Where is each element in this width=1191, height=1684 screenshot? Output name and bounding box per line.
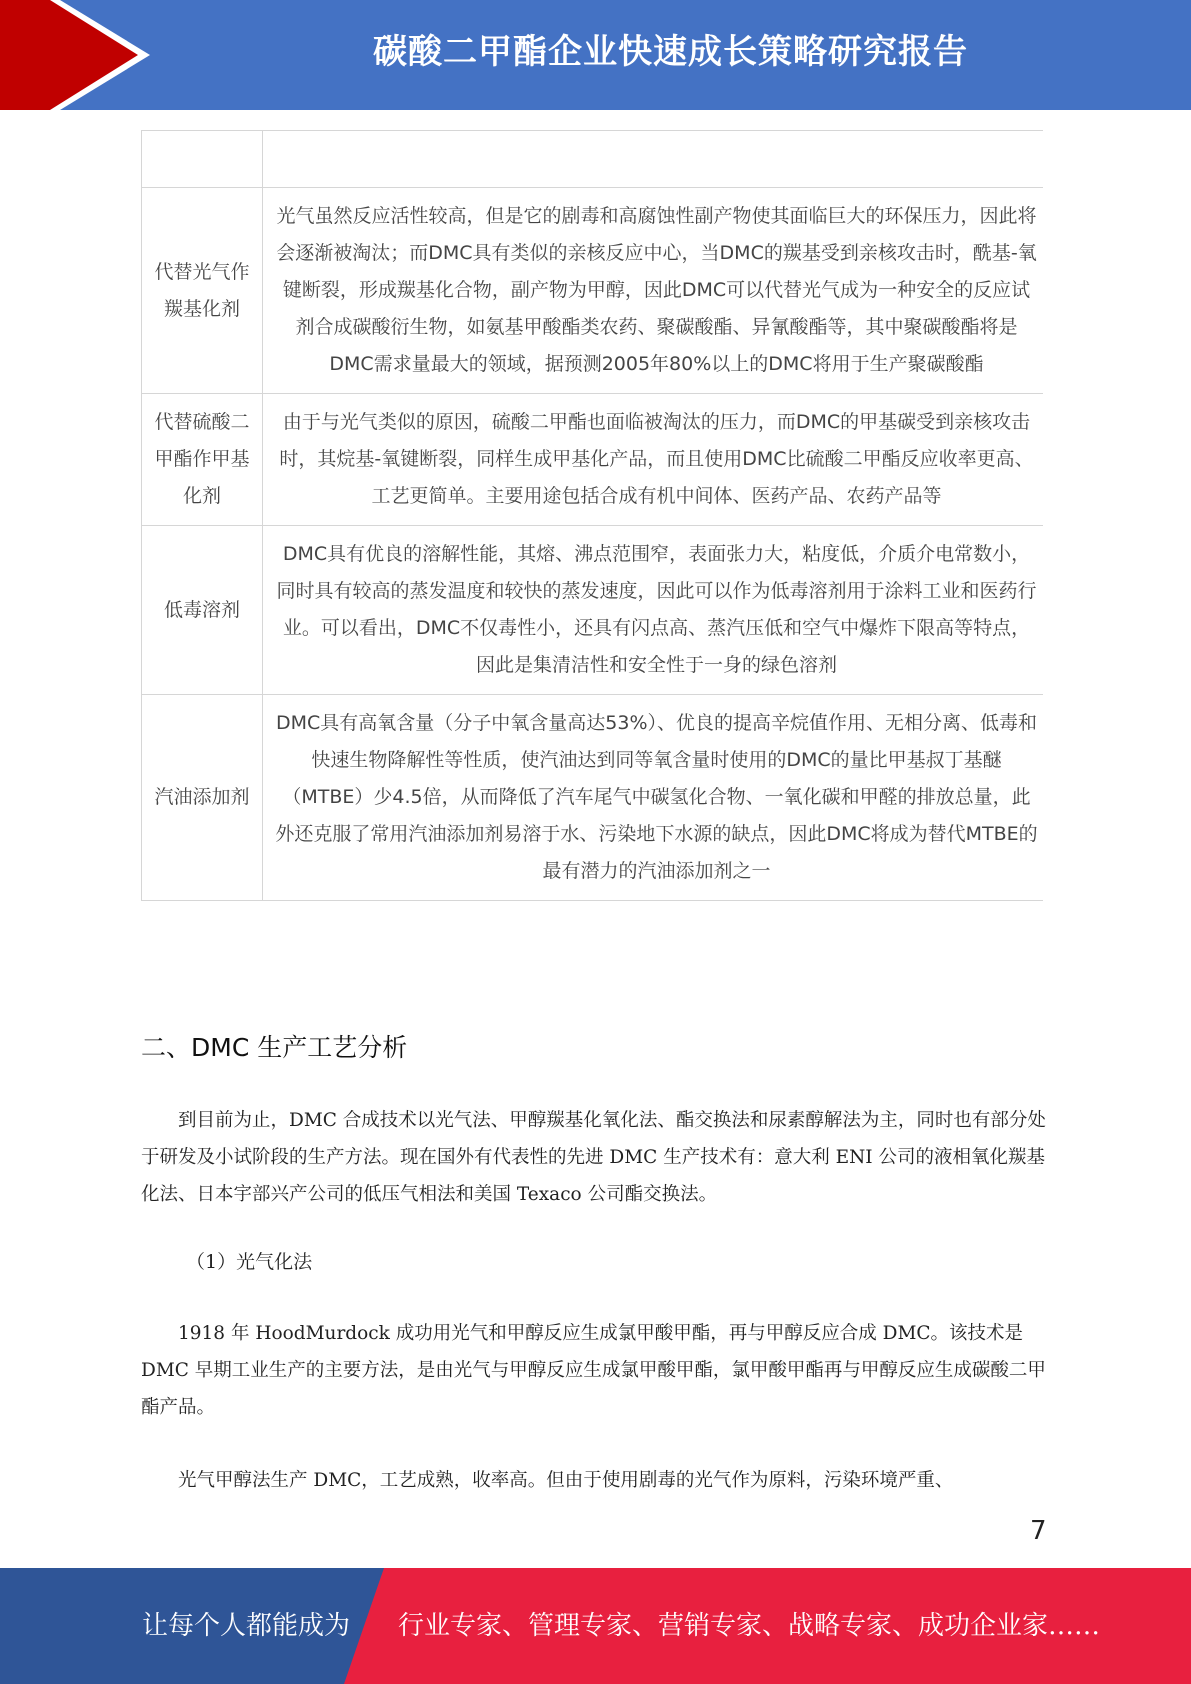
section-heading: 二、DMC 生产工艺分析 [141, 1033, 408, 1062]
sub-heading: （1）光气化法 [186, 1251, 313, 1273]
body-paragraph: 到目前为止，DMC 合成技术以光气法、甲醇羰基化氧化法、酯交换法和尿素醇解法为主，同时也有部分处于研发及小试阶段的生产方法。现在国外有代表性的先进 DMC 生产技术有：意大利 ENI 公司的液相氧化羰基化法、日本宇部兴产公司的低压气相法和美国 Texaco 公司酯交换法。 [141, 1110, 1046, 1205]
application-table-container [141, 130, 1043, 936]
table-cell-content: 由于与光气类似的原因，硫酸二甲酯也面临被淘汰的压力，而DMC的甲基碳受到亲核攻击时，其烷基-氧键断裂，同样生成甲基化产品，而且使用DMC比硫酸二甲酯反应收率更高、工艺更简单。主要用途包括合成有机中间体、医药产品、农药产品等 [263, 394, 1044, 526]
table-cell-label: 低毒溶剂 [142, 526, 263, 695]
body-paragraph: 光气甲醇法生产 DMC，工艺成熟，收率高。但由于使用剧毒的光气作为原料，污染环境严重、 [178, 1470, 954, 1491]
table-cell-content [263, 131, 1044, 188]
table-cell-content: DMC具有优良的溶解性能，其熔、沸点范围窄，表面张力大，粘度低，介质介电常数小，同时具有较高的蒸发温度和较快的蒸发速度，因此可以作为低毒溶剂用于涂料工业和医药行业。可以看出，DMC不仅毒性小，还具有闪点高、蒸汽压低和空气中爆炸下限高等特点，因此是集清洁性和安全性于一身的绿色溶剂 [263, 526, 1044, 695]
footer-slogan-right: 行业专家、管理专家、营销专家、战略专家、成功企业家…… [398, 1611, 1101, 1641]
table-row [142, 188, 1044, 394]
table-cell-content: 光气虽然反应活性较高，但是它的剧毒和高腐蚀性副产物使其面临巨大的环保压力，因此将会逐渐被淘汰；而DMC具有类似的亲核反应中心，当DMC的羰基受到亲核攻击时，酰基-氧键断裂，形成羰基化合物，副产物为甲醇，因此DMC可以代替光气成为一种安全的反应试剂合成碳酸衍生物，如氨基甲酸酯类农药、聚碳酸酯、异氰酸酯等，其中聚碳酸酯将是DMC需求量最大的领域，据预测2005年80%以上的DMC将用于生产聚碳酸酯 [263, 188, 1044, 394]
table-row [142, 131, 1044, 188]
page-number: 7 [1030, 1516, 1047, 1546]
page-header [0, 0, 1191, 110]
table-row [142, 695, 1044, 901]
report-title: 碳酸二甲酯企业快速成长策略研究报告 [373, 32, 968, 72]
page-footer [0, 1568, 1191, 1684]
table-row [142, 394, 1044, 526]
table-cell-label [142, 131, 263, 188]
table-cell-label: 汽油添加剂 [142, 695, 263, 901]
table-row [142, 526, 1044, 695]
footer-slogan-left: 让每个人都能成为 [142, 1611, 351, 1641]
table-cell-label: 代替光气作羰基化剂 [142, 188, 263, 394]
dmc-application-table [141, 130, 1043, 901]
table-cell-label: 代替硫酸二甲酯作甲基化剂 [142, 394, 263, 526]
table-cell-content: DMC具有高氧含量（分子中氧含量高达53%）、优良的提高辛烷值作用、无相分离、低毒和快速生物降解性等性质，使汽油达到同等氧含量时使用的DMC的量比甲基叔丁基醚（MTBE）少4.5倍，从而降低了汽车尾气中碳氢化合物、一氧化碳和甲醛的排放总量，此外还克服了常用汽油添加剂易溶于水、污染地下水源的缺点，因此DMC将成为替代MTBE的最有潜力的汽油添加剂之一 [263, 695, 1044, 901]
header-chevron-decoration [0, 0, 160, 110]
body-paragraph: 1918 年 HoodMurdock 成功用光气和甲醇反应生成氯甲酸甲酯，再与甲醇反应合成 DMC。该技术是 DMC 早期工业生产的主要方法，是由光气与甲醇反应生成氯甲酸甲酯，氯甲酸甲酯再与甲醇反应生成碳酸二甲酯产品。 [141, 1323, 1046, 1418]
